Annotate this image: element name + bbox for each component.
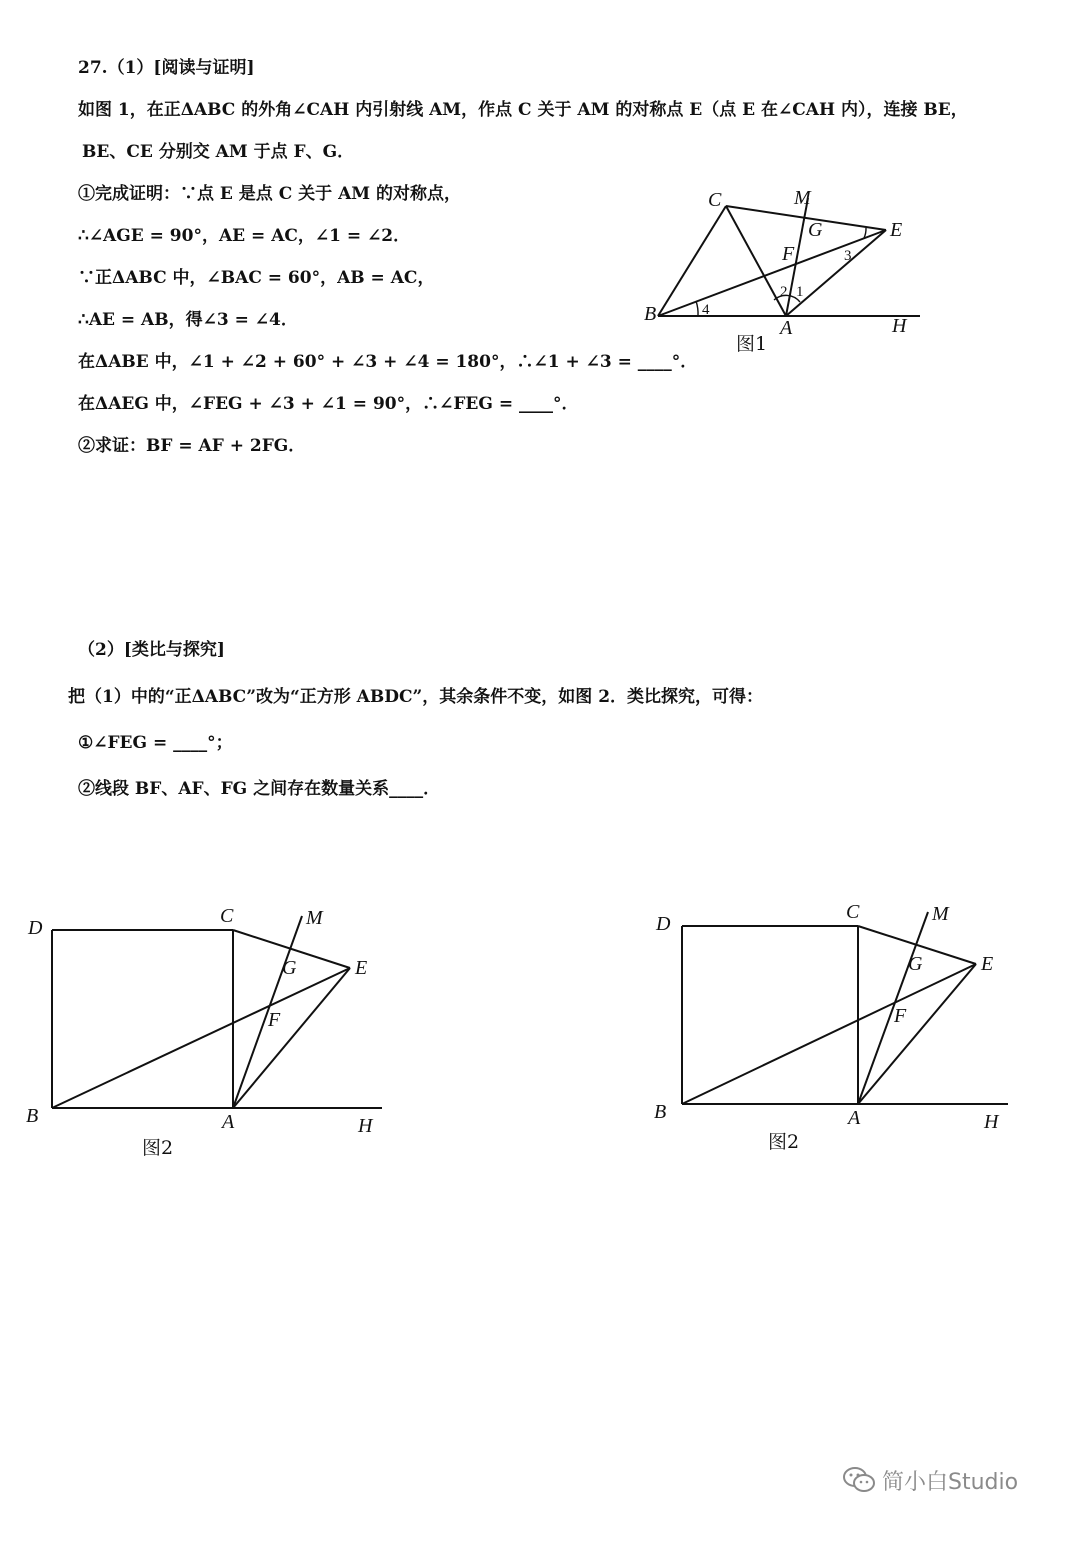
proof-step-1: ①完成证明：∵点 E 是点 C 关于 AM 的对称点， <box>78 184 462 204</box>
segment-BE <box>52 968 350 1108</box>
figure-2-left-caption: 图2 <box>142 1137 174 1159</box>
label-E: E <box>355 957 368 979</box>
figure-1-caption: 图1 <box>736 333 768 355</box>
label-E: E <box>890 219 903 241</box>
question-header: 27.（1）[阅读与证明] <box>78 58 255 78</box>
angle-arc-E <box>864 228 866 238</box>
part-2-question-1: ①∠FEG = ____°； <box>78 733 233 753</box>
proof-step-7: ②求证：BF = AF + 2FG． <box>78 436 306 456</box>
figure-2-right-caption: 图2 <box>768 1131 800 1153</box>
label-C: C <box>220 905 234 927</box>
label-A: A <box>222 1111 235 1133</box>
label-M: M <box>932 903 949 925</box>
angle-label-3: 3 <box>844 248 852 264</box>
watermark <box>842 1464 1018 1496</box>
segment-BE <box>658 230 886 316</box>
label-H: H <box>984 1111 999 1133</box>
proof-step-5: 在ΔABE 中，∠1 + ∠2 + 60° + ∠3 + ∠4 = 180°，∴∠1 + ∠3 = ____°． <box>78 352 698 372</box>
label-M: M <box>306 907 323 929</box>
segment-BC <box>658 206 726 316</box>
angle-label-2: 2 <box>780 284 788 300</box>
segment-CA <box>726 206 786 316</box>
label-F: F <box>894 1005 907 1027</box>
label-G: G <box>808 219 823 241</box>
label-A: A <box>780 317 793 339</box>
ray-AM <box>858 912 928 1104</box>
proof-step-6: 在ΔAEG 中，∠FEG + ∠3 + ∠1 = 90°，∴∠FEG = ____°． <box>78 394 579 414</box>
angle-arc-B <box>696 301 698 316</box>
part-2-header: （2）[类比与探究] <box>78 640 225 660</box>
angle-label-1: 1 <box>796 284 804 300</box>
label-G: G <box>282 957 297 979</box>
watermark-text: 简小白Studio <box>882 1469 1019 1495</box>
label-C: C <box>846 901 860 923</box>
segment-AE <box>786 230 886 316</box>
label-C: C <box>708 189 722 211</box>
figure-2-left <box>20 890 400 1170</box>
label-A: A <box>848 1107 861 1129</box>
label-E: E <box>981 953 994 975</box>
figure-2-right <box>650 890 1030 1170</box>
wechat-icon <box>842 1466 876 1494</box>
proof-step-3: ∵正ΔABC 中，∠BAC = 60°，AB = AC， <box>78 268 435 288</box>
label-M: M <box>794 187 811 209</box>
label-H: H <box>892 315 907 337</box>
part-2-question-2: ②线段 BF、AF、FG 之间存在数量关系____． <box>78 779 441 799</box>
proof-step-4: ∴AE = AB，得∠3 = ∠4． <box>78 310 298 330</box>
segment-AE <box>858 964 976 1104</box>
label-F: F <box>782 243 795 265</box>
segment-BE <box>682 964 976 1104</box>
label-B: B <box>644 303 657 325</box>
label-F: F <box>268 1009 281 1031</box>
part-2-intro: 把（1）中的“正ΔABC”改为“正方形 ABDC”，其余条件不变，如图 2．类比探究，可得： <box>68 687 764 707</box>
label-B: B <box>26 1105 39 1127</box>
proof-step-2: ∴∠AGE = 90°，AE = AC，∠1 = ∠2． <box>78 226 411 246</box>
figure-1 <box>630 180 930 360</box>
label-B: B <box>654 1101 667 1123</box>
label-D: D <box>656 913 671 935</box>
label-D: D <box>28 917 43 939</box>
angle-label-4: 4 <box>702 302 710 318</box>
label-G: G <box>908 953 923 975</box>
intro-line-2: BE、CE 分别交 AM 于点 F、G． <box>82 142 355 162</box>
intro-line-1: 如图 1，在正ΔABC 的外角∠CAH 内引射线 AM，作点 C 关于 AM 的对称点 E（点 E 在∠CAH 内），连接 BE， <box>78 100 968 120</box>
label-H: H <box>358 1115 373 1137</box>
segment-AE <box>233 968 350 1108</box>
